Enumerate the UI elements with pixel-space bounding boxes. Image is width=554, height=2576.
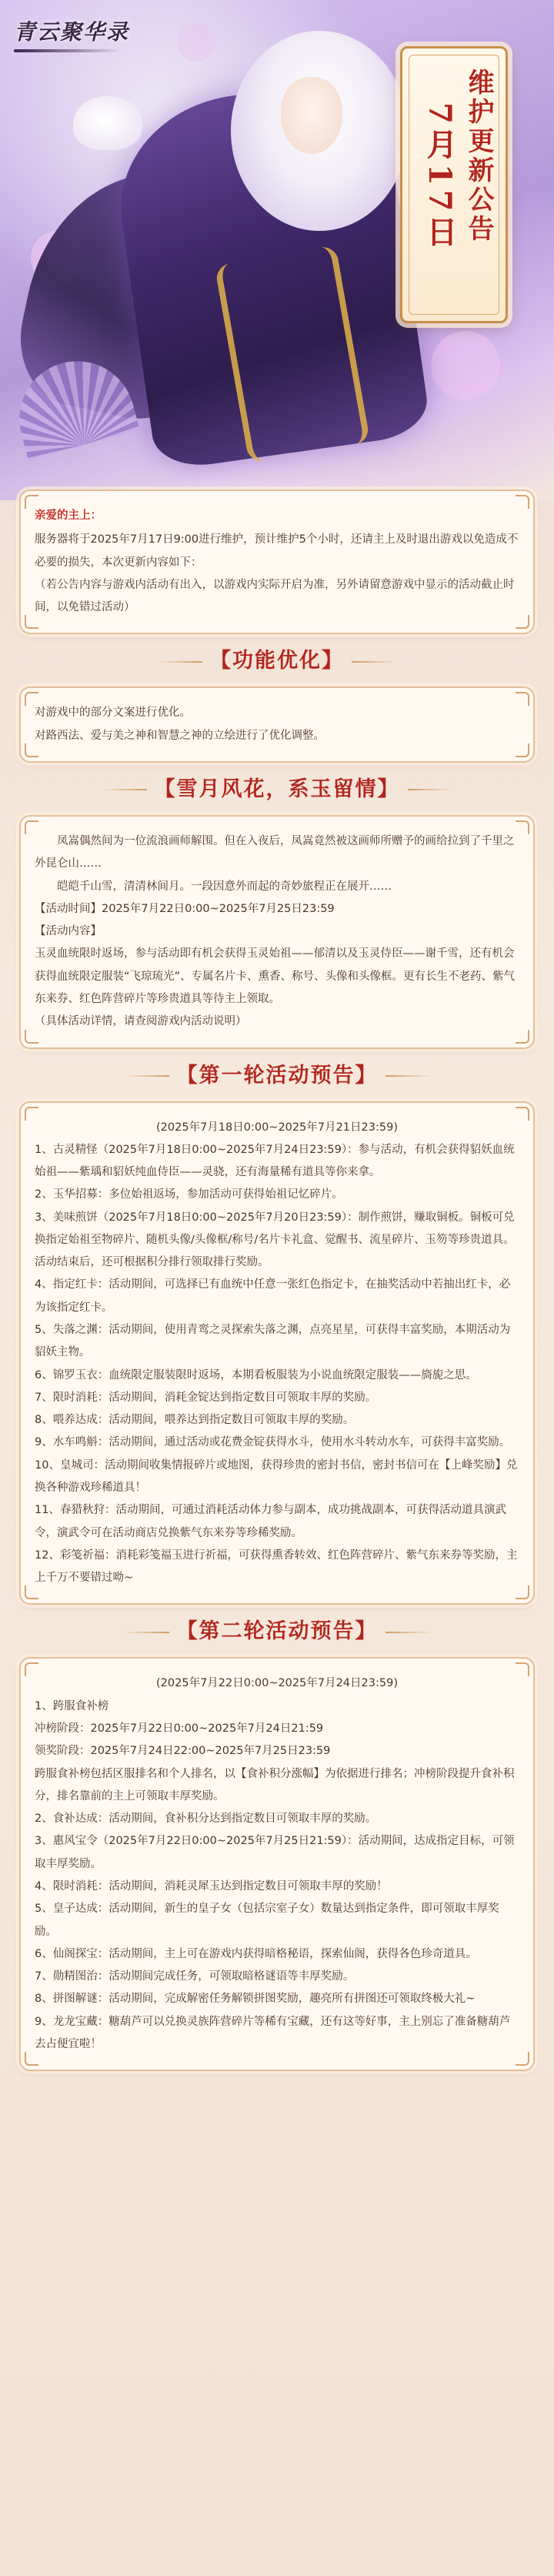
- section-title-text: 【第二轮活动预告】: [176, 1619, 378, 1644]
- round2-date-range: (2025年7月22日0:00~2025年7月24日23:59): [156, 1677, 398, 1690]
- round1-card: [19, 1101, 535, 1605]
- event-content-label: 【活动内容】: [35, 925, 102, 938]
- round1-item: 8、喂养达成：活动期间，喂养达到指定数目可领取丰厚的奖励。: [35, 1414, 355, 1427]
- card-corner: [25, 743, 38, 757]
- card-corner: [516, 1585, 529, 1599]
- card-corner: [516, 743, 529, 757]
- round1-item: 1、古灵精怪（2025年7月18日0:00~2025年7月24日23:59）：参与活动，有机会获得貂妖血统始祖——紫瑀和貂妖纯血侍臣——灵骁，还有海量稀有道具等你来拿。: [35, 1143, 515, 1179]
- card-corner: [516, 1107, 529, 1121]
- title-deco-line: [123, 1075, 169, 1077]
- card-corner: [25, 495, 38, 509]
- card-corner: [25, 1662, 38, 1676]
- banner-title: 维护更新公告: [463, 68, 494, 244]
- optimization-line: 对游戏中的部分文案进行优化。: [35, 707, 191, 720]
- banner-date: 7月17日: [422, 102, 458, 252]
- section-title-round1: [19, 1060, 535, 1092]
- title-deco-line: [385, 1075, 432, 1077]
- announcement-banner: [400, 46, 508, 323]
- card-corner: [516, 1030, 529, 1044]
- hero-artwork: [0, 0, 554, 500]
- card-corner: [516, 692, 529, 706]
- section-title-snow-event: [19, 773, 535, 806]
- round1-item: 5、失落之渊：活动期间，使用青鸾之灵探索失落之渊，点亮星星，可获得丰富奖励，本期活动为貂妖主物。: [35, 1324, 511, 1359]
- title-deco-line: [408, 789, 454, 790]
- logo-flourish: [14, 49, 122, 52]
- section-title-round2: [19, 1615, 535, 1648]
- title-deco-line: [156, 661, 202, 663]
- disclaimer-note: （若公告内容与游戏内活动有出入，以游戏内实际开启为准，另外请留意游戏中显示的活动截止时间，以免错过活动）: [35, 578, 515, 614]
- round2-item: 5、皇子达成：活动期间，新生的皇子女（包括宗室子女）数量达到指定条件，即可领取丰厚奖励。: [35, 1903, 499, 1938]
- round1-item: 6、锦罗玉衣：血统限定服装限时返场，本期看板服装为小说血统限定服装——旖旎之思。: [35, 1368, 477, 1382]
- snow-event-card: [19, 815, 535, 1049]
- round2-item: 3、惠风宝令（2025年7月22日0:00~2025年7月25日21:59）：活动期间，达成指定目标，可领取丰厚奖励。: [35, 1835, 515, 1870]
- title-deco-line: [123, 1632, 169, 1633]
- round2-card: [19, 1657, 535, 2071]
- round1-item: 4、指定红卡：活动期间，可选择已有血统中任意一张红色指定卡，在抽奖活动中若抽出红卡，必为该指定红卡。: [35, 1278, 511, 1314]
- round1-item: 10、皇城司：活动期间收集情报碎片或地图，获得珍贵的密封书信，密封书信可在【上峰奖励】兑换各种游戏珍稀道具！: [35, 1458, 518, 1494]
- card-corner: [516, 615, 529, 629]
- round2-item-line: 冲榜阶段：2025年7月22日0:00~2025年7月24日21:59: [35, 1722, 324, 1735]
- card-corner: [25, 692, 38, 706]
- title-deco-line: [385, 1632, 432, 1633]
- round2-item: 4、限时消耗：活动期间，消耗灵犀玉达到指定数目可领取丰厚的奖励！: [35, 1879, 388, 1893]
- game-logo-text: 青云聚华录: [14, 19, 130, 45]
- title-deco-line: [101, 789, 147, 790]
- round2-item-line: 跨服食补榜包括区服排名和个人排名，以【食补积分涨幅】为依据进行排名；冲榜阶段提升食补积分，排名靠前的主上可领取丰厚奖励。: [35, 1767, 515, 1803]
- optimization-card: [19, 687, 535, 763]
- card-corner: [516, 1662, 529, 1676]
- game-logo: [14, 15, 129, 62]
- character-face: [281, 77, 342, 154]
- card-corner: [25, 1030, 38, 1044]
- card-corner: [25, 1585, 38, 1599]
- title-deco-line: [352, 661, 398, 663]
- blossom-decoration: [177, 23, 215, 62]
- round2-item-title: 1、跨服食补榜: [35, 1699, 109, 1712]
- round2-item-line: 领奖阶段：2025年7月24日22:00~2025年7月25日23:59: [35, 1745, 331, 1758]
- white-pet-creature: [73, 96, 142, 150]
- round1-item: 7、限时消耗：活动期间，消耗金锭达到指定数目可领取丰厚的奖励。: [35, 1391, 377, 1404]
- maintenance-notice: 服务器将于2025年7月17日9:00进行维护，预计维护5个小时，还请主上及时退出游戏以免造成不必要的损失，本次更新内容如下：: [35, 533, 519, 569]
- story-paragraph: 凤嵩偶然间为一位流浪画师解围。但在入夜后，凤嵩竟然被这画师所赠予的画给拉到了千里之外昆仑山……: [35, 834, 515, 870]
- round1-item: 9、水车鸣斛：活动期间，通过活动或花费金锭获得水斗，使用水斗转动水车，可获得丰富奖励。: [35, 1436, 511, 1449]
- section-title-text: 【功能优化】: [210, 649, 344, 673]
- round2-item: 7、勋精图治：活动期间完成任务，可领取暗格谜语等丰厚奖励。: [35, 1970, 355, 1983]
- intro-card: [19, 489, 535, 634]
- card-corner: [25, 1107, 38, 1121]
- round2-item: 9、龙龙宝藏：糖葫芦可以兑换灵族阵营碎片等稀有宝藏，还有这等好事，主上别忘了准备糖葫芦去占便宜啦！: [35, 2015, 511, 2050]
- section-title-text: 【雪月风花，系玉留情】: [154, 777, 400, 801]
- event-time: 【活动时间】2025年7月22日0:00~2025年7月25日23:59: [35, 902, 335, 915]
- card-corner: [25, 820, 38, 834]
- card-corner: [516, 495, 529, 509]
- event-details-note: （具体活动详情，请查阅游戏内活动说明）: [35, 1015, 247, 1028]
- card-corner: [516, 820, 529, 834]
- round1-date-range: (2025年7月18日0:00~2025年7月21日23:59): [156, 1121, 398, 1134]
- round1-item: 11、春猎秋狩：活动期间，可通过消耗活动体力参与副本，成功挑战副本，可获得活动道具演武令，演武令可在活动商店兑换紫气东来券等珍稀奖励。: [35, 1504, 506, 1539]
- section-title-optimization: [19, 645, 535, 677]
- optimization-line: 对路西法、爱与美之神和智慧之神的立绘进行了优化调整。: [35, 729, 325, 742]
- story-paragraph: 皑皑千山雪，清清林间月。一段因意外而起的奇妙旅程正在展开……: [57, 880, 392, 893]
- card-corner: [25, 2052, 38, 2066]
- round2-item: 2、食补达成：活动期间，食补积分达到指定数目可领取丰厚的奖励。: [35, 1813, 377, 1826]
- card-corner: [25, 615, 38, 629]
- round1-item: 3、美味煎饼（2025年7月18日0:00~2025年7月20日23:59）：制作煎饼，赚取铜板。铜板可兑换指定始祖至物碎片、随机头像/头像框/称号/名片卡礼盒、觉醒书、流星碎片、玉笏等珍贵道具。活动结束后，还可根据积分排行领取排行奖励。: [35, 1211, 515, 1269]
- round2-item: 6、仙阁探宝：活动期间，主上可在游戏内获得暗格秘语，探索仙阁，获得各色珍奇道具。: [35, 1947, 477, 1960]
- round1-item: 2、玉华招募：多位始祖返场，参加活动可获得始祖记忆碎片。: [35, 1188, 343, 1201]
- greeting: 亲爱的主上：: [35, 510, 102, 522]
- round2-item: 8、拼图解谜：活动期间，完成解密任务解锁拼图奖励，趣亮所有拼图还可领取终极大礼~: [35, 1993, 476, 2006]
- blossom-decoration: [431, 331, 500, 400]
- event-content: 玉灵血统限时返场，参与活动即有机会获得玉灵始祖——郁清以及玉灵侍臣——谢千雪，还有机会获得血统限定服装“飞琼琉光”、专属名片卡、熏香、称号、头像和头像框。更有长生不老药、紫气东来券、红色阵营碎片等珍贵道具等待主上领取。: [35, 947, 516, 1005]
- round1-item: 12、彩笺祈福：消耗彩笺福玉进行祈福，可获得熏香转效、红色阵营碎片、紫气东来券等奖励，主上千万不要错过呦~: [35, 1549, 518, 1585]
- announcement-content: [19, 489, 535, 2071]
- card-corner: [516, 2052, 529, 2066]
- section-title-text: 【第一轮活动预告】: [176, 1063, 378, 1088]
